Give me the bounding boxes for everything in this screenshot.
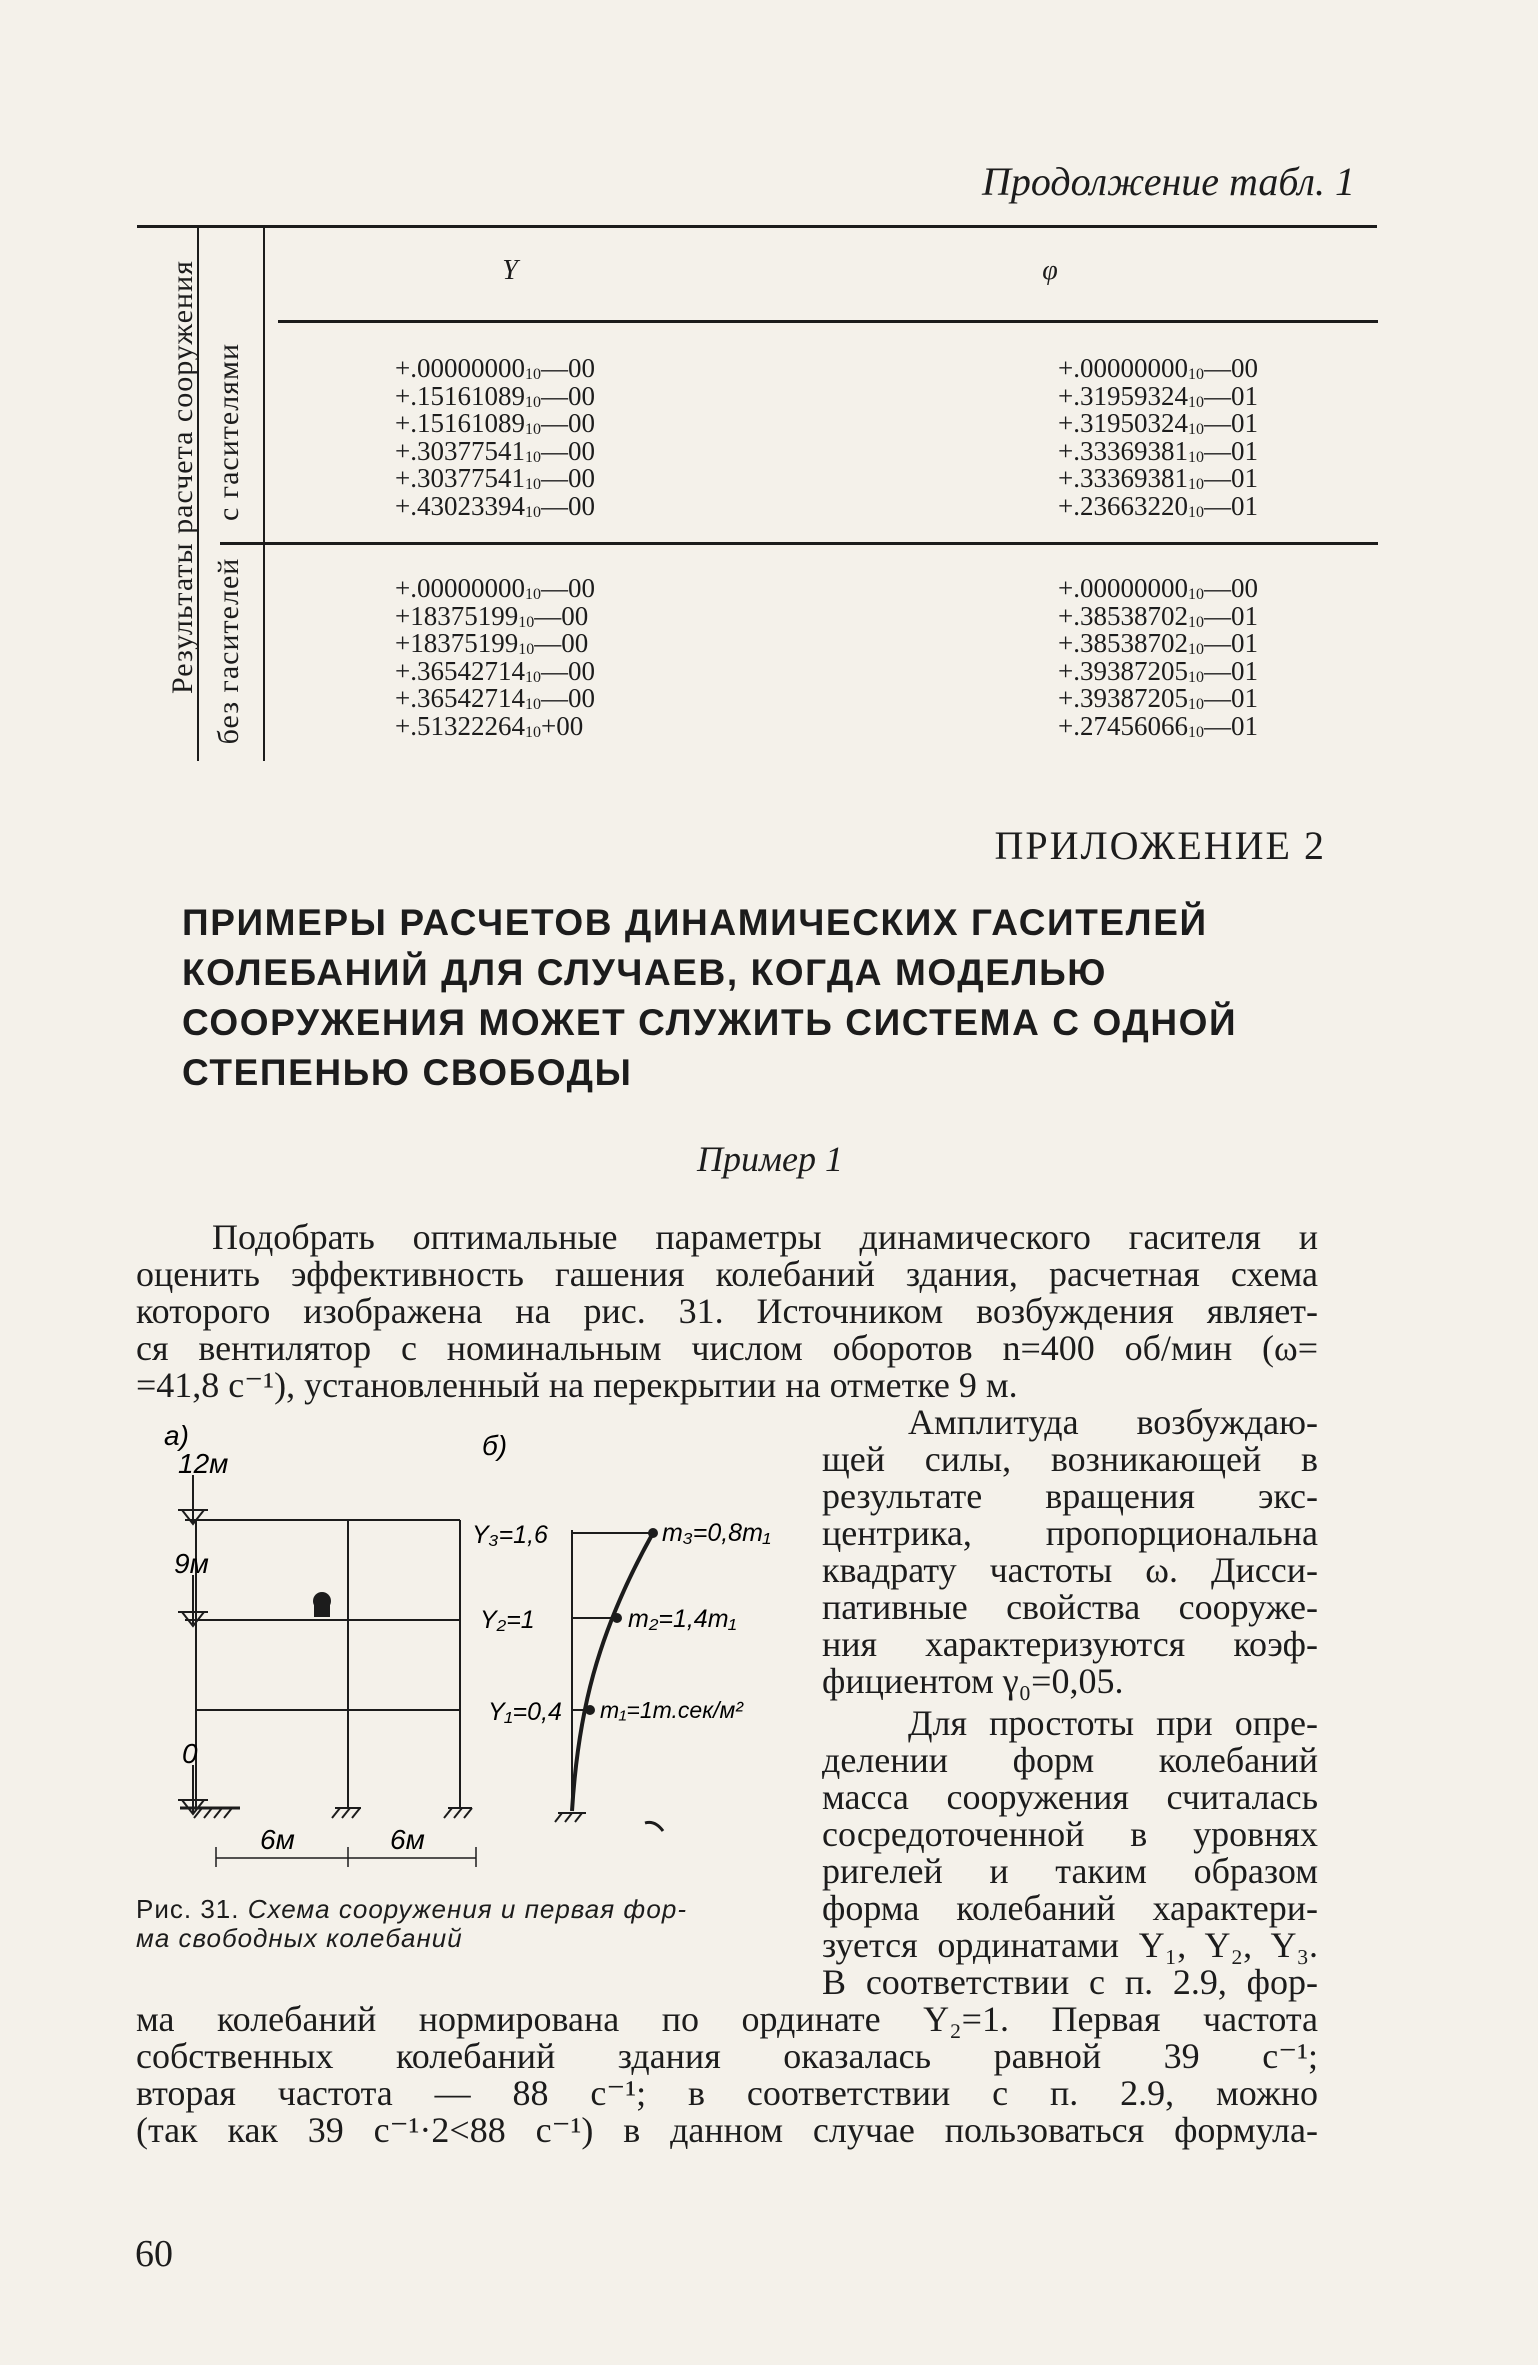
column-line: квадрату частоты ω. Дисси-: [822, 1550, 1318, 1590]
table-cell: $+.51322264_{10}+00$: [395, 710, 584, 741]
figure-caption: [136, 1895, 776, 1953]
pen-mark: [645, 1822, 663, 1831]
table-cell: $+.23663220_{10}—01$: [1058, 490, 1258, 521]
support-right: [444, 1808, 472, 1818]
mass-dot: [612, 1613, 622, 1623]
label-b: б): [482, 1430, 508, 1461]
column-line: результате вращения экс-: [822, 1476, 1318, 1516]
heading-line: СООРУЖЕНИЯ МОЖЕТ СЛУЖИТЬ СИСТЕМА С ОДНОЙ: [182, 1002, 1238, 1043]
column-header-phi: φ: [1042, 255, 1058, 286]
table-cell: $+.31950324_{10}—01$: [1058, 408, 1258, 438]
table-top-rule: [137, 225, 1377, 228]
column-line: ния характеризуются коэф-: [822, 1624, 1318, 1664]
table-cell: $+.00000000_{10}—00$: [1058, 353, 1258, 383]
row-label-with-dampers: с гасителями: [212, 342, 245, 522]
table-vline-2: [263, 226, 265, 761]
table-group-header: Результаты расчета сооружения: [166, 260, 199, 694]
column-line: пативные свойства сооруже-: [822, 1587, 1318, 1627]
table-cell: $+.36542714_{10}—00$: [395, 683, 595, 713]
span-right-label: 6м: [390, 1824, 425, 1855]
paragraph-line: ся вентилятор с номинальным числом оборотов n=400 об/мин (ω=: [136, 1328, 1318, 1368]
table-cell: $+.00000000_{10}—00$: [395, 573, 595, 603]
fan-icon: [313, 1592, 331, 1617]
table-cell: $+.15161089_{10}—00$: [395, 408, 595, 438]
paragraph-line: оценить эффективность гашения колебаний здания, расчетная схема: [136, 1254, 1318, 1294]
table-cell: $+18375199_{10}—00$: [395, 600, 589, 631]
paragraph-line: вторая частота — 88 с⁻¹; в соответствии с п. 2.9, можно: [136, 2073, 1318, 2113]
label-a: а): [164, 1420, 189, 1451]
paragraph-line: (так как 39 с⁻¹·2<88 с⁻¹) в данном случае пользоваться формула-: [136, 2110, 1318, 2150]
table-cell: $+.31959324_{10}—01$: [1058, 380, 1258, 411]
column-line: масса сооружения считалась: [822, 1777, 1318, 1817]
table-cell: $+.39387205_{10}—01$: [1058, 683, 1258, 713]
example-title: Пример 1: [697, 1139, 843, 1179]
table-cell: $+.43023394_{10}—00$: [395, 490, 595, 521]
heading-line: СТЕПЕНЬЮ СВОБОДЫ: [182, 1052, 633, 1093]
values-y-with: [395, 355, 595, 520]
table-cell: $+.30377541_{10}—00$: [395, 463, 595, 493]
paragraph-line: собственных колебаний здания оказалась равной 39 с⁻¹;: [136, 2036, 1318, 2076]
mass-m3-label: m₃=0,8m₁: [662, 1519, 771, 1547]
row-label-without-dampers: без гасителей: [212, 557, 245, 745]
figure-caption-text: Схема сооружения и первая фор-: [247, 1894, 687, 1924]
values-phi-with: [1058, 355, 1258, 520]
column-line: Амплитуда возбуждаю-: [908, 1402, 1318, 1442]
table-header-rule: [278, 320, 1378, 323]
values-phi-without: [1058, 575, 1258, 740]
ordinate-y3-label: Y₃=1,6: [472, 1521, 548, 1549]
ordinate-y1-label: Y₁=0,4: [488, 1698, 562, 1726]
table-cell: $+.38538702_{10}—01$: [1058, 628, 1258, 658]
column-line: сосредоточенной в уровнях: [822, 1814, 1318, 1854]
figure-31: [130, 1415, 820, 1895]
table-cell: $+.36542714_{10}—00$: [395, 655, 595, 686]
figure-caption-label: Рис. 31.: [136, 1894, 240, 1924]
page-number: 60: [135, 2233, 173, 2275]
table-cell: $+.30377541_{10}—00$: [395, 435, 595, 466]
level-12-label: 12м: [178, 1448, 229, 1479]
mass-m2-label: m₂=1,4m₁: [628, 1605, 737, 1633]
level-9-label: 9м: [174, 1548, 209, 1579]
table-cell: $+.33369381_{10}—01$: [1058, 463, 1258, 493]
table-cell: $+.00000000_{10}—00$: [1058, 573, 1258, 603]
level-marker-9: [178, 1575, 208, 1626]
table-cell: $+.38538702_{10}—01$: [1058, 600, 1258, 631]
table-cell: $+.00000000_{10}—00$: [395, 353, 595, 383]
table-cell: $+.15161089_{10}—00$: [395, 380, 595, 411]
span-left-label: 6м: [260, 1824, 295, 1855]
table-cell: $+.39387205_{10}—01$: [1058, 655, 1258, 686]
mass-dot: [648, 1528, 658, 1538]
column-line: зуется ординатами Y₁, Y₂, Y₃.: [822, 1925, 1318, 1965]
mode-curve: [572, 1533, 653, 1811]
column-line: форма колебаний характери-: [822, 1888, 1318, 1928]
support-mid: [332, 1808, 361, 1818]
table-caption: Продолжение табл. 1: [981, 159, 1355, 204]
section-heading: [182, 898, 1362, 1098]
support-mode: [555, 1813, 586, 1822]
table-cell: $+18375199_{10}—00$: [395, 628, 589, 658]
paragraph-line: которого изображена на рис. 31. Источником возбуждения являет-: [136, 1291, 1318, 1331]
paragraph-line: Подобрать оптимальные параметры динамического гасителя и: [212, 1217, 1318, 1257]
column-line: центрика, пропорциональна: [822, 1513, 1318, 1553]
dimension-ticks: [216, 1847, 476, 1867]
column-line: щей силы, возникающей в: [822, 1439, 1318, 1479]
appendix-title: ПРИЛОЖЕНИЕ 2: [994, 823, 1326, 868]
heading-line: КОЛЕБАНИЙ ДЛЯ СЛУЧАЕВ, КОГДА МОДЕЛЬЮ: [182, 952, 1108, 993]
column-line: фициентом γ₀=0,05.: [822, 1661, 1124, 1701]
column-line: Для простоты при опре-: [908, 1703, 1318, 1743]
ordinate-y2-label: Y₂=1: [480, 1606, 535, 1634]
mass-dot: [585, 1705, 595, 1715]
level-0-label: 0: [182, 1738, 198, 1769]
mass-m1-label: m₁=1т.сек/м²: [600, 1697, 743, 1723]
table-group-rule: [220, 542, 1378, 545]
level-marker-12: [178, 1475, 208, 1524]
table-cell: $+.33369381_{10}—01$: [1058, 435, 1258, 466]
paragraph-line: ма колебаний нормирована по ординате Y₂=1. Первая частота: [136, 1999, 1318, 2039]
column-line: ригелей и таким образом: [822, 1851, 1318, 1891]
table-cell: $+.27456066_{10}—01$: [1058, 710, 1258, 741]
paragraph-line: =41,8 с⁻¹), установленный на перекрытии на отметке 9 м.: [136, 1365, 1018, 1405]
column-line: В соответствии с п. 2.9, фор-: [822, 1962, 1318, 2002]
figure-caption-text-2: ма свободных колебаний: [136, 1923, 463, 1953]
column-line: делении форм колебаний: [822, 1740, 1318, 1780]
values-y-without: [395, 575, 595, 740]
column-header-y: Y: [502, 255, 518, 286]
heading-line: ПРИМЕРЫ РАСЧЕТОВ ДИНАМИЧЕСКИХ ГАСИТЕЛЕЙ: [182, 902, 1208, 943]
